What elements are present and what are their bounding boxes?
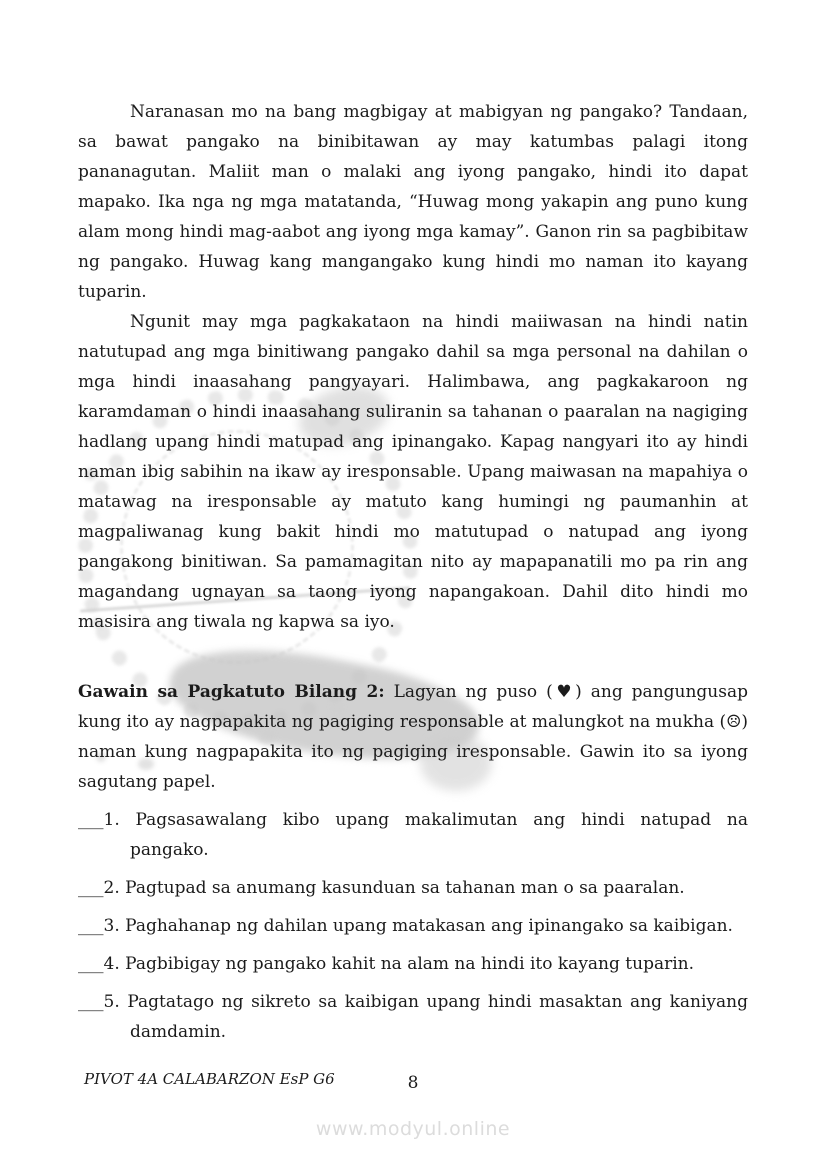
site-watermark-text: www.modyul.online xyxy=(315,1118,511,1140)
item-marker: ___2. xyxy=(78,878,120,898)
item-marker: ___4. xyxy=(78,954,120,974)
paragraph-1: Naranasan mo na bang magbigay at mabigyan ng pangako? Tandaan, sa bawat pangako na binibitawan ay may katumbas palagi itong pananagutan. Maliit man o malaki ang iyong pangako, hindi ito dapat mapako. Ika nga ng mga matatanda, “Huwag mong yakapin ang puno kung alam mong hindi mag-aabot ang iyong mga kamay”. Ganon rin sa pagbibitaw ng pangako. Huwag kang mangangako kung hindi mo naman ito kayang tuparin. xyxy=(78,102,748,302)
list-item xyxy=(78,911,748,941)
item-marker: ___3. xyxy=(78,916,120,936)
list-item xyxy=(78,873,748,903)
page-number: 8 xyxy=(407,1073,419,1093)
item-marker: ___5. xyxy=(78,992,120,1012)
list-item xyxy=(78,987,748,1047)
module-label: PIVOT 4A CALABARZON EsP G6 xyxy=(84,1070,335,1088)
item-text: Pagsasawalang kibo upang makalimutan ang hindi natupad na pangako. xyxy=(130,810,749,860)
list-item xyxy=(78,949,748,979)
item-text: Pagtatago ng sikreto sa kaibigan upang hindi masaktan ang kaniyang damdamin. xyxy=(127,992,749,1042)
page-body xyxy=(78,97,748,1047)
activity-instructions xyxy=(78,677,748,797)
activity-instructions-text: Lagyan ng puso (♥) ang pangungusap kung ito ay nagpapakita ng pagiging responsable at malungkot na mukha (☹) naman kung nagpapakita ito ng pagiging iresponsable. Gawin ito sa iyong sagutang papel. xyxy=(78,682,748,792)
item-text: Pagbibigay ng pangako kahit na alam na hindi ito kayang tuparin. xyxy=(125,954,695,974)
item-marker: ___1. xyxy=(78,810,120,830)
list-item xyxy=(78,805,748,865)
paragraph-2: Ngunit may mga pagkakataon na hindi maiiwasan na hindi natin natutupad ang mga binitiwang pangako dahil sa mga personal na dahilan o mga hindi inaasahang pangyayari. Halimbawa, ang pagkakaroon ng karamdaman o hindi inaasahang suliranin sa tahanan o paaralan na nagiging hadlang upang hindi matupad ang ipinangako. Kapag nangyari ito ay hindi naman ibig sabihin na ikaw ay iresponsable. Upang maiwasan na mapahiya o matawag na iresponsable ay matuto kang humingi ng paumanhin at magpaliwanag kung bakit hindi mo matutupad o natupad ang iyong pangakong binitiwan. Sa pamamagitan nito ay mapapanatili mo pa rin ang magandang ugnayan sa taong iyong napangakoan. Dahil dito hindi mo masisira ang tiwala ng kapwa sa iyo. xyxy=(78,312,748,632)
activity-item-list xyxy=(78,805,748,1047)
item-text: Paghahanap ng dahilan upang matakasan ang ipinangako sa kaibigan. xyxy=(125,916,733,936)
activity-heading: Gawain sa Pagkatuto Bilang 2: xyxy=(78,682,385,702)
item-text: Pagtupad sa anumang kasunduan sa tahanan man o sa paaralan. xyxy=(125,878,685,898)
